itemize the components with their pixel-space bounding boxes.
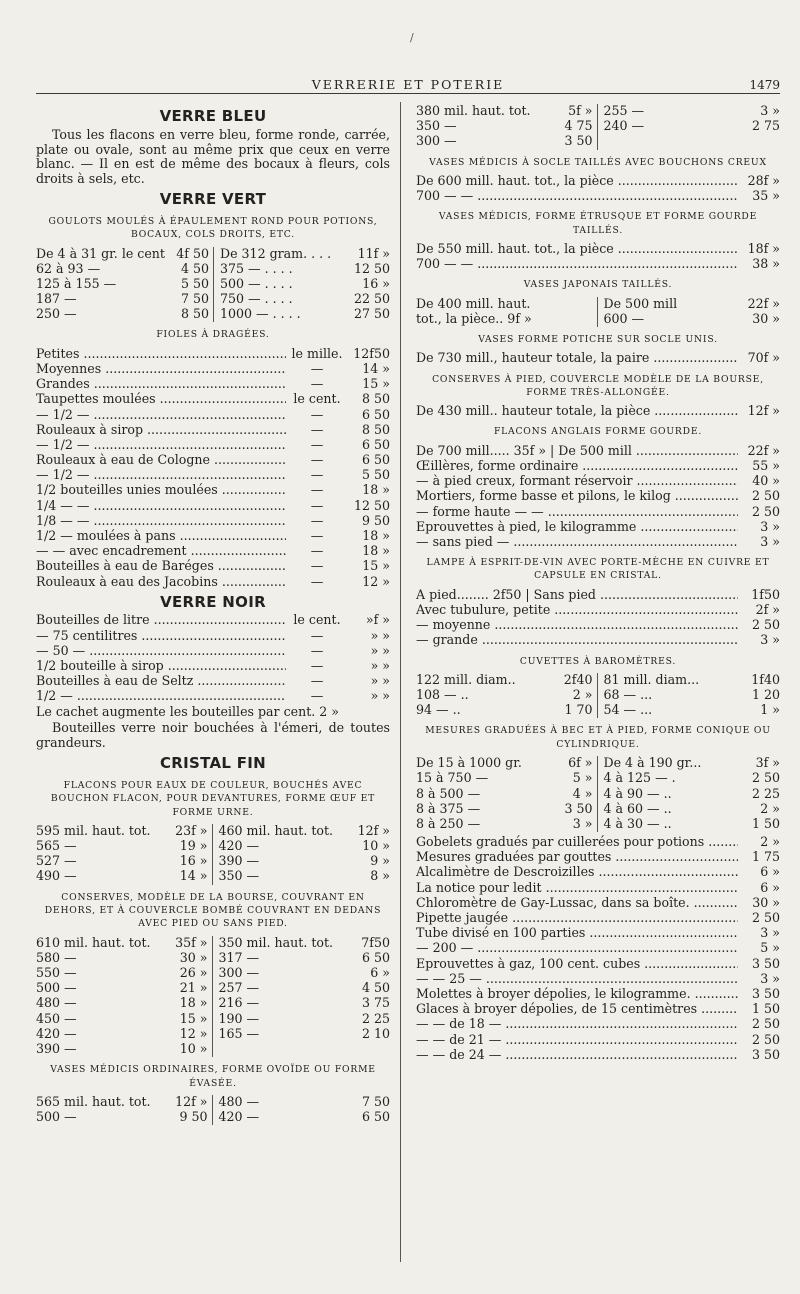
price-row: 527 — 16 » (36, 853, 208, 869)
conserves-pied-subtitle: CONSERVES À PIED, COUVERCLE MODÈLE DE LA BOURSE, FORME TRÈS-ALLONGÉE. (432, 373, 764, 398)
price-row: Eprouvettes à gaz, 100 cent. cubes ..... 3 50 (416, 957, 780, 972)
vases-japonais-subtitle: VASES JAPONAIS TAILLÉS. (523, 279, 673, 291)
price-row: 550 — 26 » (36, 965, 208, 981)
price-row: 317 — 6 50 (218, 949, 390, 965)
price-row: La notice pour ledit ..... 6 » (416, 881, 780, 896)
price-row: Œillères, forme ordinaire ..... 55 » (416, 459, 780, 474)
price-row: 240 — 2 75 (603, 118, 780, 134)
price-row: 700 — — ..... 35 » (416, 189, 780, 204)
cristal-flacons-table (36, 824, 390, 885)
price-row: 1000 — . . . . 27 50 (219, 306, 390, 322)
price-row: 94 — .. 1 70 (416, 702, 593, 718)
price-row: 1/2 bouteilles unies moulées ..... — 18 » (36, 483, 390, 498)
price-row: Gobelets gradués par cuillerées pour potions ..... 2 » (416, 835, 780, 850)
cuvettes-subtitle: CUVETTES À BAROMÈTRES. (519, 655, 677, 667)
price-row: 187 — 7 50 (36, 291, 209, 307)
price-row: 450 — 15 » (36, 1010, 208, 1026)
price-row: 8 à 375 — 3 50 (416, 800, 593, 816)
price-row: A pied........ 2f50 | Sans pied ..... 1f50 (416, 588, 780, 603)
cristal-subtitle-conserves: CONSERVES, MODÈLE DE LA BOURSE, COUVRANT EN DEHORS, ET À COUVERCLE BOMBÉ COUVRANT EN DEDANS AVEC PIED OU SANS PIED. (44, 891, 382, 930)
price-row: De 500 mill 22f » (603, 295, 780, 311)
column-divider (400, 102, 401, 1262)
price-row: — 75 centilitres ..... — » » (36, 629, 390, 644)
price-row: 68 — ... 1 20 (603, 687, 780, 703)
lampe-list (416, 588, 780, 649)
cachet-note: Le cachet augmente les bouteilles par cent. 2 » (36, 703, 339, 719)
price-row: 600 — 30 » (603, 310, 780, 326)
price-row: Eprouvettes à pied, le kilogramme ..... 3 » (416, 520, 780, 535)
page-mark: / (410, 31, 414, 44)
price-row: Mortiers, forme basse et pilons, le kilog ..... 2 50 (416, 489, 780, 504)
price-row: 500 — 21 » (36, 980, 208, 996)
price-row: — — de 24 — ..... 3 50 (416, 1048, 780, 1063)
price-row: Moyennes ..... — 14 » (36, 362, 390, 377)
mesures-table (416, 756, 780, 832)
section-title-verre-bleu: VERRE BLEU (159, 107, 267, 125)
price-row: Rouleaux à eau de Cologne ..... — 6 50 (36, 453, 390, 468)
price-row: 490 — 14 » (36, 868, 208, 884)
price-row: 15 à 750 — 5 » (416, 770, 593, 786)
price-row: — — de 21 — ..... 2 50 (416, 1033, 780, 1048)
price-row: 480 — 18 » (36, 995, 208, 1011)
verre-vert-right-list (214, 247, 390, 323)
right-subcolumn (598, 673, 781, 719)
price-row: 580 — 30 » (36, 949, 208, 965)
price-row: 595 mil. haut. tot. 23f » (36, 822, 208, 838)
price-row: De 730 mill., hauteur totale, la paire ..... 70f » (416, 351, 780, 366)
price-row: 375 — . . . . 12 50 (219, 260, 390, 276)
text-row: De 400 mill. haut. (416, 295, 531, 311)
fioles-list (36, 347, 390, 590)
catalog-page (36, 0, 780, 1294)
price-row: 8 à 250 — 3 » (416, 815, 593, 831)
cristal-conserves-table (36, 936, 390, 1058)
price-row: Avec tubulure, petite ..... 2f » (416, 603, 780, 618)
running-title: VERRERIE ET POTERIE (311, 77, 505, 92)
price-row: 350 — 8 » (218, 868, 390, 884)
price-row: 54 — ... 1 » (603, 702, 780, 718)
price-row: 565 mil. haut. tot. 12f » (36, 1093, 208, 1109)
verre-vert-left-list (36, 247, 214, 323)
right-subcolumn (213, 936, 391, 1058)
price-row: 81 mill. diam... 1f40 (603, 671, 780, 687)
price-row: 420 — 6 50 (218, 1109, 390, 1125)
price-row: 420 — 10 » (218, 838, 390, 854)
left-subcolumn (416, 673, 598, 719)
price-row: Mesures graduées par gouttes ..... 1 75 (416, 850, 780, 865)
price-row: — — 25 — ..... 3 » (416, 972, 780, 987)
price-row: De 700 mill..... 35f » | De 500 mill ..... 22f » (416, 444, 780, 459)
vases-socle-subtitle: VASES MÉDICIS À SOCLE TAILLÉS AVEC BOUCHONS CREUX (429, 156, 767, 168)
price-row (219, 1042, 391, 1057)
price-row (604, 134, 781, 149)
price-row: Bouteilles à eau de Seltz ..... — » » (36, 674, 390, 689)
price-row: 390 — 10 » (36, 1040, 208, 1056)
price-row: 1/2 — ..... — » » (36, 689, 390, 704)
price-row: — forme haute — — ..... 2 50 (416, 505, 780, 520)
left-subcolumn (36, 824, 213, 885)
section-title-verre-noir: VERRE NOIR (160, 592, 266, 611)
price-row: 460 mil. haut. tot. 12f » (218, 822, 390, 838)
running-header (36, 76, 780, 94)
lampe-subtitle: LAMPE À ESPRIT-DE-VIN AVEC PORTE-MÈCHE EN CUIVRE ET CAPSULE EN CRISTAL. (426, 557, 770, 582)
price-row: 257 — 4 50 (218, 980, 390, 996)
right-subcolumn (598, 104, 781, 150)
price-row: De 600 mill. haut. tot., la pièce ..... 28f » (416, 174, 780, 189)
verre-vert-table (36, 247, 390, 323)
flacons-anglais-subtitle: FLACONS ANGLAIS FORME GOURDE. (493, 426, 703, 438)
verre-vert-subtitle: GOULOTS MOULÉS À ÉPAULEMENT ROND POUR POTIONS, BOCAUX, COLS DROITS, ETC. (48, 215, 378, 241)
price-row: 480 — 7 50 (218, 1093, 390, 1109)
mesures-list (416, 835, 780, 1063)
price-row: 122 mill. diam.. 2f40 (416, 671, 593, 687)
cristal-subtitle-vases: VASES MÉDICIS ORDINAIRES, FORME OVOÏDE OU FORME ÉVASÉE. (50, 1064, 376, 1089)
cristal-vases-table (36, 1095, 390, 1125)
price-row: — moyenne ..... 2 50 (416, 618, 780, 633)
section-title-cristal: CRISTAL FIN (159, 754, 267, 773)
page-number: 1479 (749, 78, 780, 92)
price-row: 62 à 93 — 4 50 (36, 260, 209, 276)
left-column (36, 104, 390, 1128)
left-subcolumn (36, 936, 213, 1058)
price-row: 500 — 9 50 (36, 1109, 208, 1125)
price-row: 108 — .. 2 » (416, 687, 593, 703)
price-row: 125 à 155 — 5 50 (36, 275, 209, 291)
price-row: — 1/2 — ..... — 5 50 (36, 468, 390, 483)
price-row: 8 à 500 — 4 » (416, 785, 593, 801)
cuvettes-table (416, 673, 780, 719)
right-subcolumn (213, 824, 391, 885)
price-row: — sans pied — ..... 3 » (416, 535, 780, 550)
price-row: — — avec encadrement ..... — 18 » (36, 544, 390, 559)
price-row: 4 à 125 — . 2 50 (603, 770, 780, 786)
price-row: 1/2 — moulées à pans ..... — 18 » (36, 529, 390, 544)
price-row: 300 — 3 50 (416, 133, 593, 149)
price-row: Petites ..... le mille. 12f50 (36, 347, 390, 362)
price-row: 1/4 — — ..... — 12 50 (36, 499, 390, 514)
price-row: 4 à 60 — .. 2 » (603, 800, 780, 816)
price-row: 380 mil. haut. tot. 5f » (416, 103, 593, 118)
text-row: tot., la pièce.. 9f » (416, 310, 532, 326)
right-column (416, 104, 780, 1063)
price-row: 390 — 9 » (218, 853, 390, 869)
price-row: Taupettes moulées ..... le cent. 8 50 (36, 392, 390, 407)
price-row: 4 à 90 — .. 2 25 (603, 785, 780, 801)
price-row: Grandes ..... — 15 » (36, 377, 390, 392)
verre-bleu-text: Tous les flacons en verre bleu, forme ronde, carrée, plate ou ovale, sont au même prix que ceux en verre blanc. — Il en est de même des bocaux à fleurs, cols droits à sels, etc. (36, 126, 390, 187)
price-row: — 1/2 — ..... — 6 50 (36, 438, 390, 453)
price-row: 610 mil. haut. tot. 35f » (36, 934, 208, 950)
verre-noir-note: Bouteilles verre noir bouchées à l'émeri, de toutes grandeurs. (36, 720, 390, 751)
price-row: — grande ..... 3 » (416, 633, 780, 648)
price-row: — à pied creux, formant réservoir ..... 40 » (416, 474, 780, 489)
right-subcolumn (213, 1095, 391, 1125)
price-row: 190 — 2 25 (218, 1010, 390, 1026)
price-row: 350 — 4 75 (416, 118, 593, 134)
price-row: Molettes à broyer dépolies, le kilogramme. ..... 3 50 (416, 987, 780, 1002)
price-row: — 1/2 — ..... — 6 50 (36, 408, 390, 423)
flacons-anglais-list (416, 444, 780, 550)
price-row: Pipette jaugée ..... 2 50 (416, 911, 780, 926)
section-title-verre-vert: VERRE VERT (159, 190, 267, 209)
price-row: Bouteilles de litre ..... le cent. »f » (36, 613, 390, 628)
left-subcolumn (416, 756, 598, 832)
price-row: 1/8 — — ..... — 9 50 (36, 514, 390, 529)
left-subcolumn (416, 104, 598, 150)
price-row: De 4 à 31 gr. le cent 4f 50 (36, 245, 209, 261)
price-row: Chloromètre de Gay-Lussac, dans sa boîte. ..... 30 » (416, 896, 780, 911)
vases-etrusque-subtitle: VASES MÉDICIS, FORME ÉTRUSQUE ET FORME GOURDE TAILLÉS. (438, 211, 758, 236)
price-row: 420 — 12 » (36, 1025, 208, 1041)
fioles-subtitle: FIOLES À DRAGÉES. (156, 329, 270, 341)
price-row: 565 — 19 » (36, 838, 208, 854)
price-row: De 430 mill.. hauteur totale, la pièce ..... 12f » (416, 404, 780, 419)
price-row: De 4 à 190 gr... 3f » (603, 755, 780, 771)
price-row: — 200 — ..... 5 » (416, 941, 780, 956)
price-row: 350 mil. haut. tot. 7f50 (218, 934, 390, 950)
price-row: Rouleaux à sirop ..... — 8 50 (36, 423, 390, 438)
verre-noir-list (36, 613, 390, 704)
price-row: — — de 18 — ..... 2 50 (416, 1017, 780, 1032)
price-row: 300 — 6 » (218, 965, 390, 981)
price-row: Alcalimètre de Descroizilles ..... 6 » (416, 865, 780, 880)
price-row: 216 — 3 75 (218, 995, 390, 1011)
right-subcolumn (598, 756, 781, 832)
price-row: De 15 à 1000 gr. 6f » (416, 755, 593, 771)
price-row: — 50 — ..... — » » (36, 644, 390, 659)
vases-japonais-table (416, 297, 780, 327)
price-row: Bouteilles à eau de Baréges ..... — 15 » (36, 559, 390, 574)
vases-japonais-left (416, 297, 598, 327)
price-row: De 312 gram. . . . 11f » (219, 245, 390, 261)
mesures-subtitle: MESURES GRADUÉES À BEC ET À PIED, FORME CONIQUE OU CYLINDRIQUE. (425, 725, 771, 750)
price-row: 4 à 30 — .. 1 50 (603, 815, 780, 831)
cristal-subtitle-flacons: FLACONS POUR EAUX DE COULEUR, BOUCHÉS AVEC BOUCHON FLACON, POUR DEVANTURES, FORME ŒUF ET FORME URNE. (50, 779, 376, 818)
price-row: 1/2 bouteille à sirop ..... — » » (36, 659, 390, 674)
price-row: Glaces à broyer dépolies, de 15 centimètres ..... 1 50 (416, 1002, 780, 1017)
price-row: 250 — 8 50 (36, 306, 209, 322)
vases-japonais-right (598, 297, 781, 327)
left-subcolumn (36, 1095, 213, 1125)
price-row: 750 — . . . . 22 50 (219, 291, 390, 307)
vases-socle-list (416, 174, 780, 204)
potiche-subtitle: VASES FORME POTICHE SUR SOCLE UNIS. (478, 334, 718, 346)
vases-continued-table (416, 104, 780, 150)
price-row: Tube divisé en 100 parties ..... 3 » (416, 926, 780, 941)
price-row: Rouleaux à eau des Jacobins ..... — 12 » (36, 575, 390, 590)
price-row: De 550 mill. haut. tot., la pièce ..... 18f » (416, 242, 780, 257)
price-row: 500 — . . . . 16 » (219, 275, 390, 291)
price-row: 255 — 3 » (603, 103, 780, 118)
price-row: 700 — — ..... 38 » (416, 257, 780, 272)
vases-etrusque-list (416, 242, 780, 272)
price-row: 165 — 2 10 (218, 1025, 390, 1041)
